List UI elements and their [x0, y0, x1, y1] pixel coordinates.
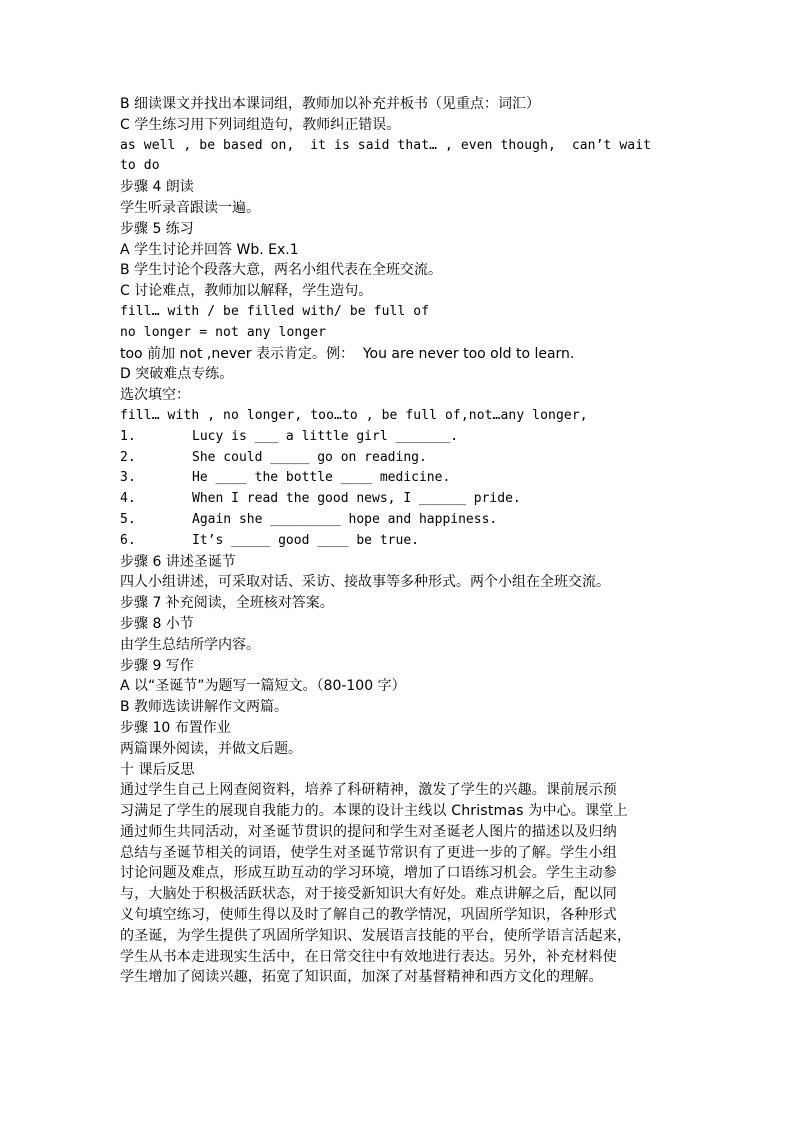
exercise-list: [120, 427, 680, 552]
reflection-line: 与，大脑处于积极活跃状态，对于接受新知识大有好处。难点讲解之后，配以同: [120, 886, 617, 903]
text-line: 学生听录音跟读一遍。: [120, 199, 260, 216]
reflection-line: 讨论问题及难点，形成互助互动的学习环境，增加了口语练习机会。学生主动参: [120, 865, 617, 882]
exercise-number: 3.: [120, 470, 136, 486]
step-heading: 步骤 5 练习: [120, 220, 194, 237]
exercise-number: 4.: [120, 491, 136, 507]
exercise-sentence: It’s _____ good ____ be true.: [192, 532, 419, 548]
document-page: [120, 94, 680, 988]
reflection-line: 的圣诞，为学生提供了巩固所学知识、发展语言技能的平台，使所学语言活起来，: [120, 927, 632, 944]
exercise-item: [120, 427, 680, 448]
reflection-line: 通过师生共同活动，对圣诞节贯识的提问和学生对圣诞老人图片的描述以及归纳: [120, 823, 617, 840]
text-line: 两篇课外阅读，并做文后题。: [120, 740, 302, 757]
reflection-line: 习满足了学生的展现自我能力的。本课的设计主线以 Christmas 为中心。课堂上: [120, 803, 628, 820]
text-line: C 讨论难点，教师加以解释，学生造句。: [120, 283, 373, 300]
text-line: C 学生练习用下列词组造句，教师纠正错误。: [120, 116, 401, 133]
word-bank-line: fill… with , no longer, too…to , be full of,not…any longer,: [120, 407, 588, 423]
text-line: 四人小组讲述，可采取对话、采访、接故事等多种形式。两个小组在全班交流。: [120, 574, 610, 591]
phrase-list-line: as well , be based on, it is said that… , even though, can’t wait: [120, 137, 652, 153]
exercise-sentence: He ____ the bottle ____ medicine.: [192, 470, 451, 486]
exercise-item: [120, 489, 680, 510]
exercise-sentence: She could _____ go on reading.: [192, 449, 427, 465]
step-heading: 步骤 6 讲述圣诞节: [120, 553, 236, 570]
exercise-item: [120, 468, 680, 489]
text-line: A 以“圣诞节”为题写一篇短文。（80-100 字）: [120, 678, 406, 695]
step-heading: 步骤 4 朗读: [120, 179, 194, 196]
reflection-line: 总结与圣诞节相关的词语，使学生对圣诞节常识有了更进一步的了解。学生小组: [120, 844, 617, 861]
step-heading: 步骤 7 补充阅读，全班核对答案。: [120, 595, 334, 612]
text-line: D 突破难点专练。: [120, 366, 234, 383]
exercise-number: 6.: [120, 532, 136, 548]
step-heading: 步骤 8 小节: [120, 615, 194, 632]
exercise-sentence: When I read the good news, I ______ pride.: [192, 491, 521, 507]
exercise-sentence: Lucy is ___ a little girl _______.: [192, 428, 459, 444]
exercise-number: 1.: [120, 428, 136, 444]
phrase-list-line: to do: [120, 158, 160, 174]
reflection-paragraph: [120, 780, 680, 988]
section-heading: 十 课后反思: [120, 761, 195, 778]
exercise-item: [120, 510, 680, 531]
example-line: too 前加 not ,never 表示肯定。例： You are never too old to learn.: [120, 345, 575, 362]
exercise-number: 5.: [120, 511, 136, 527]
text-line: 由学生总结所学内容。: [120, 636, 260, 653]
exercise-item: [120, 531, 680, 552]
text-line: A 学生讨论并回答 Wb. Ex.1: [120, 241, 299, 258]
text-line: B 学生讨论个段落大意，两名小组代表在全班交流。: [120, 262, 443, 279]
exercise-number: 2.: [120, 449, 136, 465]
reflection-line: 学生增加了阅读兴趣，拓宽了知识面，加深了对基督精神和西方文化的理解。: [120, 969, 603, 986]
phrase-line: no longer = not any longer: [120, 324, 327, 340]
text-line: B 教师选读讲解作文两篇。: [120, 699, 289, 716]
step-heading: 步骤 10 布置作业: [120, 719, 231, 736]
reflection-line: 学生从书本走进现实生活中，在日常交往中有效地进行表达。另外，补充材料使: [120, 948, 617, 965]
step-heading: 步骤 9 写作: [120, 657, 194, 674]
text-line: B 细读课文并找出本课词组，教师加以补充并板书（见重点：词汇）: [120, 96, 541, 112]
phrase-line: fill… with / be filled with/ be full of: [120, 303, 430, 319]
exercise-item: [120, 448, 680, 469]
exercise-sentence: Again she _________ hope and happiness.: [192, 511, 498, 527]
reflection-line: 义句填空练习，使师生得以及时了解自己的教学情况，巩固所学知识，各种形式: [120, 907, 617, 924]
reflection-line: 通过学生自己上网查阅资料，培养了科研精神，激发了学生的兴趣。课前展示预: [120, 782, 617, 799]
exercise-title: 选次填空：: [120, 387, 190, 404]
